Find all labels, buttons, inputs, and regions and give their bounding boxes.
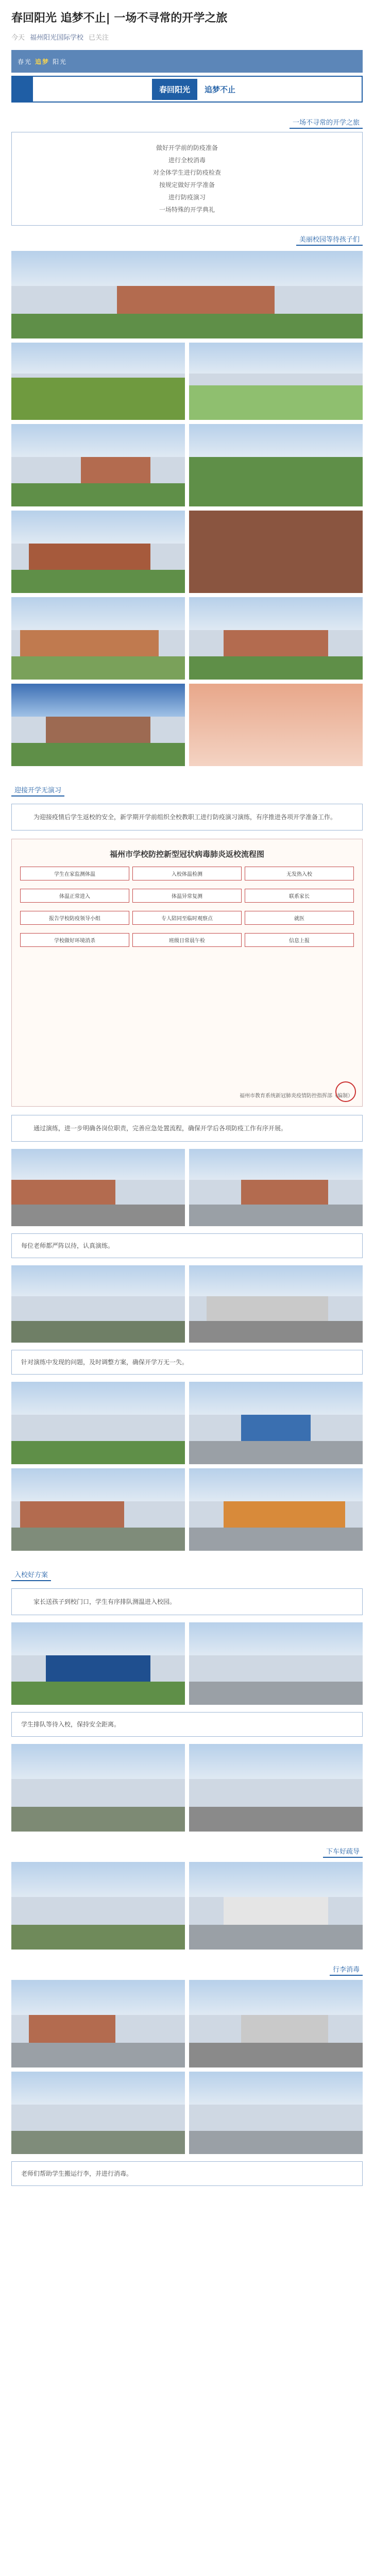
follow-tag[interactable]: 已关注 [89,34,109,42]
flowchart-node: 信息上报 [245,933,354,947]
drill-photo [11,1468,185,1551]
campus-photo-grid [11,597,363,680]
banner-brand-a: 春光 [18,58,32,65]
campus-photo [189,343,363,420]
article-meta [11,32,363,42]
article-header [0,0,374,50]
campus-photo [189,424,363,506]
flowchart-image [11,839,363,1107]
toc-item: 一场特殊的开学典礼 [159,206,215,213]
banner [11,50,363,103]
campus-photo [11,343,185,420]
flowchart-node: 学校做好环境消杀 [20,933,129,947]
drill-photo [189,1468,363,1551]
drill-photo-grid [11,1265,363,1343]
campus-photo-grid [11,684,363,766]
luggage-photo [189,1980,363,2067]
section-heading-1: 一场不寻常的开学之旅 [11,116,363,129]
flowchart-node: 就医 [245,911,354,925]
dropoff-photo [11,1862,185,1950]
sunset-photo [189,684,363,766]
banner-title [33,77,362,101]
dropoff-photo [189,1862,363,1950]
seal-stamp-icon [335,1081,356,1102]
classroom-photo [189,511,363,593]
banner-title-row [11,76,363,103]
dropoff-photo-grid [11,1862,363,1950]
toc-item: 按规定做好开学准备 [159,181,215,189]
flowchart-node: 入校体温检测 [132,867,242,880]
campus-photo-grid [11,511,363,593]
campus-photo [11,424,185,506]
flowchart-node: 报告学校防疫领导小组 [20,911,129,925]
caption-box: 学生排队等待入校，保持安全距离。 [11,1712,363,1737]
banner-strip [11,50,363,73]
section-heading-2: 美丽校园等待孩子们 [11,233,363,246]
drill-photo [11,1382,185,1464]
entry-photo [11,1744,185,1832]
entry-photo [189,1744,363,1832]
campus-photo [11,684,185,766]
publish-date: 今天 [11,34,25,42]
campus-photo [11,511,185,593]
flowchart-node: 联系家长 [245,889,354,903]
flowchart-row [20,911,354,925]
campus-photo [11,251,363,338]
entry-photo-grid [11,1622,363,1705]
paragraph-box: 为迎接疫情后学生返校的安全，新学期开学前组织全校教职工进行防疫演习演练，有序推进各项开学准备工作。 [11,804,363,831]
drill-photo [11,1149,185,1226]
flowchart-node: 无发热入校 [245,867,354,880]
toc-item: 做好开学前的防疫准备 [156,144,218,151]
drill-photo-grid [11,1468,363,1551]
flowchart-node: 班级日常晨午检 [132,933,242,947]
luggage-photo-grid [11,1980,363,2067]
section-heading-5: 下车好疏导 [11,1845,363,1858]
caption-box: 针对演练中发现的问题，及时调整方案，确保开学万无一失。 [11,1350,363,1375]
banner-title-left: 春回阳光 [152,79,197,100]
paragraph-box: 通过演练，进一步明确各岗位职责，完善应急处置流程，确保开学后各项防疫工作有序开展。 [11,1115,363,1142]
account-name-link[interactable]: 福州阳光国际学校 [30,34,84,42]
flowchart-node: 学生在家监测体温 [20,867,129,880]
banner-brand-c: 阳光 [53,58,67,65]
section-heading-6: 行李消毒 [11,1963,363,1976]
campus-photo-grid [11,343,363,420]
paragraph-box: 家长送孩子到校门口，学生有序排队测温进入校园。 [11,1588,363,1615]
campus-photo-grid [11,424,363,506]
flowchart-title: 福州市学校防控新型冠状病毒肺炎返校流程图 [109,850,264,859]
flowchart-node: 体温正常进入 [20,889,129,903]
campus-photo [189,597,363,680]
banner-accent-block [12,77,33,101]
flowchart-node: 专人陪同至临时观察点 [132,911,242,925]
flowchart-row [20,867,354,880]
luggage-photo-grid [11,2072,363,2154]
drill-photo [189,1149,363,1226]
article-title: 春回阳光 追梦不止| 一场不寻常的开学之旅 [11,12,228,25]
entry-photo [189,1622,363,1705]
toc-box [11,132,363,226]
flowchart-row [20,933,354,947]
banner-brand-b: 追梦 [35,58,50,65]
entry-photo-grid [11,1744,363,1832]
flowchart-node: 体温异常复测 [132,889,242,903]
section-heading-4: 入校好方案 [11,1568,363,1581]
drill-photo-grid [11,1382,363,1464]
luggage-photo [189,2072,363,2154]
flowchart-footer: 福州市教育系统新冠肺炎疫情防控指挥部（编制） [240,1093,353,1099]
campus-photo [11,597,185,680]
entry-photo [11,1622,185,1705]
drill-photo [11,1265,185,1343]
caption-box: 老师们帮助学生搬运行李，并进行消毒。 [11,2161,363,2186]
flowchart-row [20,889,354,903]
drill-photo-grid [11,1149,363,1226]
luggage-photo [11,2072,185,2154]
banner-title-right: 追梦不止 [197,79,243,100]
section-heading-3: 迎接开学无演习 [11,784,363,796]
drill-photo [189,1382,363,1464]
toc-item: 进行防疫演习 [168,194,206,201]
caption-box: 每位老师都严阵以待，认真演练。 [11,1233,363,1258]
toc-item: 进行全校消毒 [168,157,206,164]
toc-item: 对全体学生进行防疫检查 [152,169,221,176]
drill-photo [189,1265,363,1343]
luggage-photo [11,1980,185,2067]
